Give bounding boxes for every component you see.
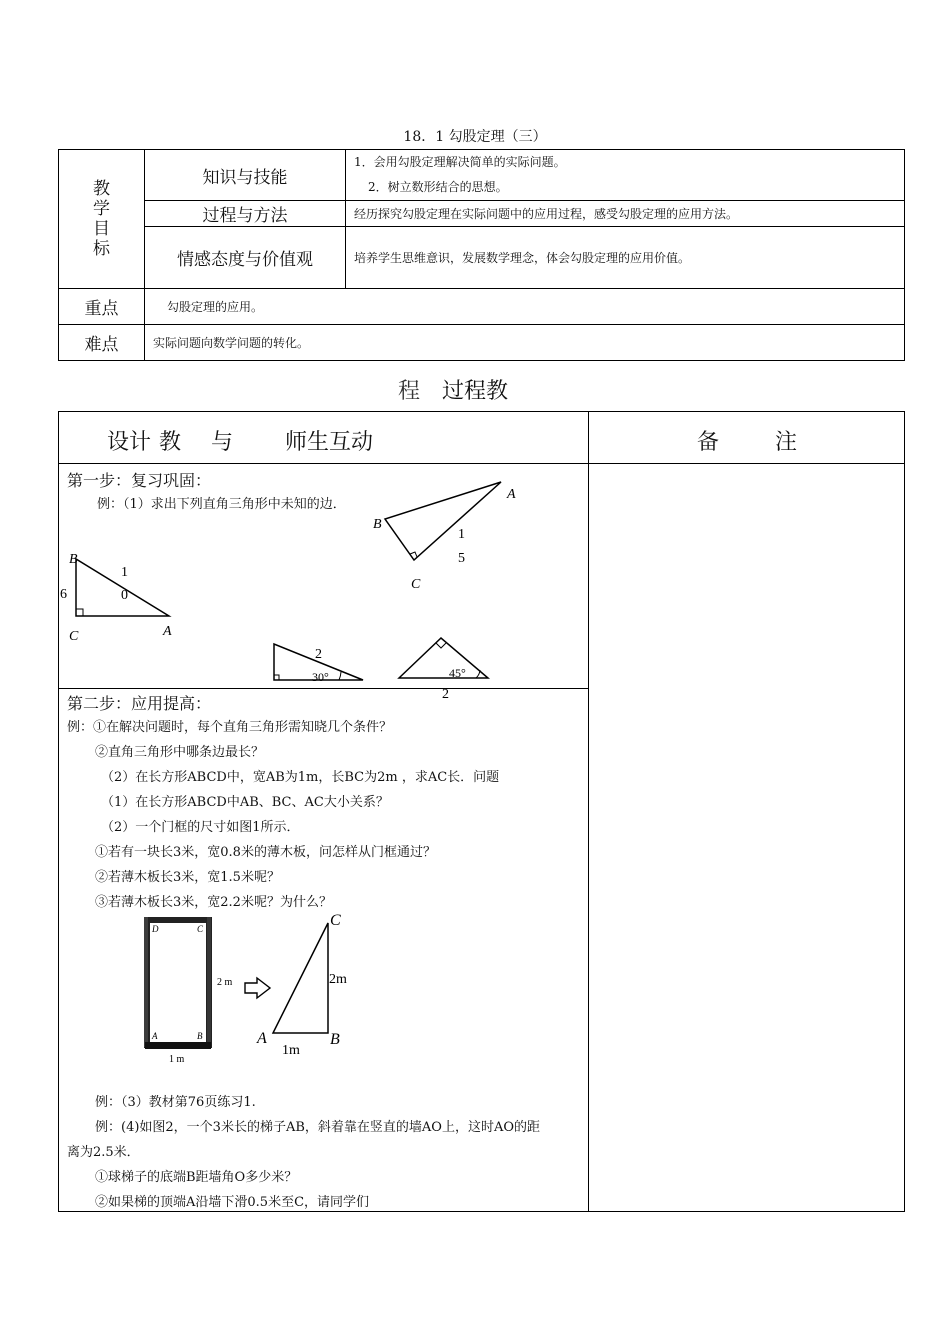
triangle-figure-2: [269, 640, 369, 690]
goal-content-attitude: 培养学生思维意识，发展数学理念，体会勾股定理的应用价值。: [346, 227, 905, 289]
process-heading: 过程教 程: [398, 379, 508, 404]
door-width-label: 1 m: [169, 1054, 185, 1065]
col-header-design: 设 计 教 与 师生互动: [59, 412, 589, 464]
vertex-label-a: A: [507, 487, 516, 502]
text-line: ①球梯子的底端B距墙角O多少米？: [95, 1170, 298, 1185]
key-point-label: 重点: [59, 289, 145, 325]
vertex-label-b: B: [373, 517, 382, 532]
side-label-width: 1m: [282, 1043, 300, 1058]
vertex-label-c: C: [411, 577, 421, 589]
triangle-figure-top: [365, 474, 545, 589]
text-line: ②若薄木板长3米，宽1.5米呢？: [95, 870, 280, 885]
step1-heading: 第一步：复习巩固：: [67, 471, 212, 490]
door-label-b: B: [197, 1031, 203, 1041]
step1-example: 例：（1）求出下列直角三角形中未知的边．: [97, 497, 346, 512]
goal-label-attitude: 情感态度与价值观: [145, 227, 346, 289]
vertex-label-a: A: [163, 624, 172, 639]
text-line: （1）在长方形ABCD中AB、BC、AC大小关系？: [101, 795, 389, 810]
vertex-label-b: B: [330, 1031, 340, 1048]
step2-cell: [59, 689, 589, 1212]
text-line: 例：①在解决问题时，每个直角三角形需知晓几个条件？: [67, 720, 393, 735]
difficult-point-text: 实际问题向数学问题的转化。: [145, 325, 905, 361]
vertex-label-b: B: [69, 552, 78, 567]
goal-label-process: 过程与方法: [145, 201, 346, 227]
text-line: ③若薄木板长3米，宽2.2米呢？为什么？: [95, 895, 332, 910]
side-label: 2: [315, 647, 322, 662]
text-line: 例：(4)如图2，一个3米长的梯子AB，斜着靠在竖直的墙AO上，这时AO的距: [95, 1120, 540, 1135]
door-label-d: D: [152, 924, 159, 934]
side-label: 1: [121, 565, 128, 580]
process-table: [58, 411, 905, 1212]
text-line: ②直角三角形中哪条边最长？: [95, 745, 265, 760]
text-line: 例：（3）教材第76页练习1.: [95, 1095, 256, 1110]
goal-content-process: 经历探究勾股定理在实际问题中的应用过程，感受勾股定理的应用方法。: [346, 201, 905, 227]
side-label: 1: [458, 527, 465, 542]
col-header-notes: 备 注: [589, 412, 905, 464]
difficult-point-label: 难点: [59, 325, 145, 361]
vertex-label-c: C: [330, 912, 341, 929]
side-label-height: 2m: [329, 972, 347, 987]
vertex-label-c: C: [69, 629, 79, 644]
door-height-label: 2 m: [217, 977, 233, 988]
door-label-a: A: [152, 1031, 158, 1041]
goals-vertical-label: 教 学 目 标: [59, 150, 145, 289]
key-point-text: 勾股定理的应用。: [145, 289, 905, 325]
page-title: 18．1 勾股定理（三）: [403, 129, 547, 145]
text-line: （2）在长方形ABCD中，宽AB为1m，长BC为2m ，求AC长．问题: [101, 770, 500, 785]
text-line: （2）一个门框的尺寸如图1所示．: [101, 820, 300, 835]
text-line: ②如果梯的顶端A沿墙下滑0.5米至C，请同学们: [95, 1195, 370, 1210]
text-line: ①若有一块长3米，宽0.8米的薄木板，问怎样从门框通过？: [95, 845, 436, 860]
text-line: 离为2.5米．: [67, 1145, 140, 1160]
step1-cell: [59, 464, 589, 700]
triangle-abc-figure: [255, 911, 365, 1071]
step2-heading: 第二步：应用提高：: [67, 694, 212, 713]
side-label: 2: [442, 687, 449, 700]
triangle-figure-1: [59, 549, 189, 644]
goal-label-knowledge: 知识与技能: [145, 150, 346, 201]
angle-label: 30°: [312, 670, 329, 684]
goals-table: [58, 149, 905, 361]
door-label-c: C: [197, 924, 204, 934]
goal-content-knowledge: 1．会用勾股定理解决简单的实际问题。 2．树立数形结合的思想。: [346, 150, 905, 201]
notes-cell: [589, 464, 905, 1212]
side-label: 5: [458, 551, 465, 566]
side-label: 6: [60, 587, 67, 602]
angle-label: 45°: [449, 666, 466, 680]
side-label: 0: [121, 588, 128, 603]
vertex-label-a: A: [257, 1030, 267, 1047]
